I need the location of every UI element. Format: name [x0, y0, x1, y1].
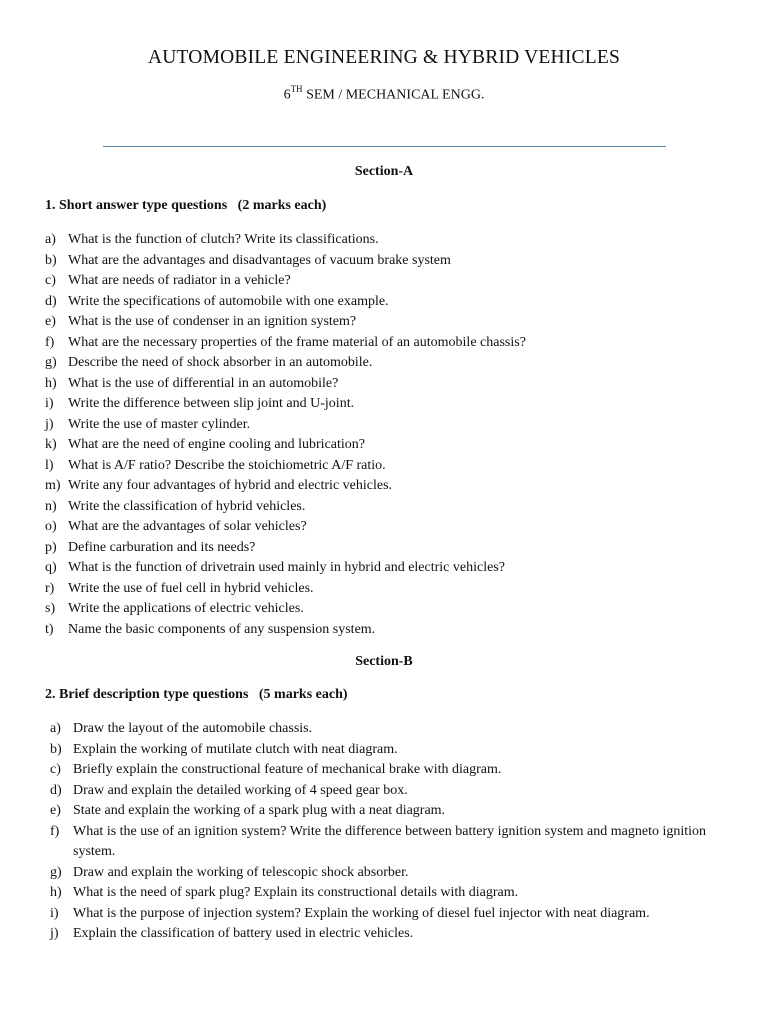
question-item	[45, 558, 735, 579]
question-item	[45, 394, 735, 415]
question-text: Define carburation and its needs?	[68, 539, 256, 555]
question-item	[45, 579, 735, 600]
question-letter: j)	[45, 416, 54, 432]
question-letter: j)	[50, 926, 59, 941]
question-text: Name the basic components of any suspension system.	[68, 621, 376, 637]
question-text: Explain the classification of battery used in electric vehicles.	[73, 926, 414, 941]
question-text: Draw and explain the working of telescopic shock absorber.	[73, 864, 409, 880]
question-item	[45, 497, 735, 518]
question-text: What are the necessary properties of the frame material of an automobile chassis?	[68, 334, 526, 350]
question-letter: c)	[45, 273, 56, 288]
question-2-heading: 2. Brief description type questions (5 marks each)	[45, 687, 348, 702]
question-item	[45, 435, 735, 456]
question-item	[50, 904, 740, 925]
question-text: Write the classification of hybrid vehicles.	[68, 498, 306, 514]
semester-suffix: TH	[290, 84, 303, 94]
question-text: State and explain the working of a spark plug with a neat diagram.	[73, 803, 446, 818]
question-letter: i)	[45, 396, 54, 411]
question-item	[50, 740, 740, 761]
question-letter: e)	[45, 314, 56, 329]
question-item	[50, 760, 740, 781]
question-item	[50, 801, 740, 822]
question-text: What are the need of engine cooling and lubrication?	[68, 437, 365, 452]
question-text: What is the function of drivetrain used mainly in hybrid and electric vehicles?	[68, 560, 505, 575]
question-text: Write the use of fuel cell in hybrid vehicles.	[68, 580, 314, 596]
question-letter: l)	[45, 457, 54, 473]
document-title: AUTOMOBILE ENGINEERING & HYBRID VEHICLES	[147, 47, 620, 68]
question-item	[45, 517, 735, 538]
question-letter: o)	[45, 519, 57, 534]
question-text: Write the specifications of automobile with one example.	[68, 293, 389, 309]
document-subtitle	[0, 85, 768, 104]
question-letter: p)	[45, 539, 57, 555]
question-letter: b)	[45, 252, 57, 268]
question-item	[45, 230, 735, 251]
question-1-heading: 1. Short answer type questions (2 marks each)	[45, 198, 327, 213]
question-letter: s)	[45, 601, 56, 616]
question-text: What is the use of differential in an automobile?	[68, 375, 339, 391]
question-letter: a)	[50, 721, 61, 736]
question-letter: h)	[50, 885, 62, 900]
question-text: Write any four advantages of hybrid and electric vehicles.	[68, 478, 393, 493]
question-text: Describe the need of shock absorber in an automobile.	[68, 355, 373, 370]
question-text: What is the use of an ignition system? Write the difference between battery ignition system and magneto ignition system.	[73, 823, 707, 859]
question-item	[45, 599, 735, 620]
question-text: What are the advantages of solar vehicles?	[68, 519, 307, 534]
question-letter: q)	[45, 560, 57, 575]
question-letter: m)	[45, 478, 61, 493]
course-department: SEM / MECHANICAL ENGG.	[302, 87, 485, 103]
question-item	[50, 719, 740, 740]
question-text: Draw and explain the detailed working of 4 speed gear box.	[73, 782, 408, 798]
question-text: Briefly explain the constructional feature of mechanical brake with diagram.	[73, 762, 502, 777]
question-text: Write the use of master cylinder.	[68, 416, 251, 432]
question-item	[50, 781, 740, 802]
question-item	[45, 374, 735, 395]
question-letter: h)	[45, 375, 57, 391]
question-text: Explain the working of mutilate clutch with neat diagram.	[73, 741, 398, 757]
section-a-heading: Section-A	[354, 164, 414, 179]
section-b-heading: Section-B	[355, 654, 413, 669]
question-item	[45, 271, 735, 292]
question-letter: e)	[50, 803, 61, 818]
question-text: Draw the layout of the automobile chassis.	[73, 721, 313, 736]
question-text: What is the need of spark plug? Explain its constructional details with diagram.	[73, 885, 519, 900]
question-text: What are the advantages and disadvantages of vacuum brake system	[68, 252, 451, 268]
section-b-question-list	[50, 719, 740, 945]
question-letter: n)	[45, 498, 57, 514]
question-item	[45, 476, 735, 497]
semester-number: 6	[283, 87, 291, 103]
question-letter: t)	[45, 621, 54, 637]
question-item	[45, 415, 735, 436]
question-item	[45, 292, 735, 313]
question-letter: g)	[45, 355, 57, 370]
question-letter: d)	[50, 782, 62, 798]
question-item	[45, 538, 735, 559]
question-text: What is the purpose of injection system? Explain the working of diesel fuel injector with neat diagram.	[73, 905, 650, 921]
question-item	[45, 251, 735, 272]
question-text: What are needs of radiator in a vehicle?	[68, 273, 291, 288]
header-divider	[103, 146, 666, 147]
question-item	[45, 620, 735, 641]
section-a-question-list	[45, 230, 735, 640]
question-text: What is the function of clutch? Write its classifications.	[68, 232, 379, 247]
question-letter: d)	[45, 293, 57, 309]
question-item	[50, 863, 740, 884]
question-letter: k)	[45, 437, 57, 452]
question-text: Write the difference between slip joint and U-joint.	[68, 396, 355, 411]
question-letter: b)	[50, 741, 62, 757]
question-text: Write the applications of electric vehicles.	[68, 601, 304, 616]
question-letter: i)	[50, 905, 59, 921]
question-letter: c)	[50, 762, 61, 777]
question-text: What is the use of condenser in an ignition system?	[68, 314, 357, 329]
question-item	[50, 822, 740, 863]
question-letter: a)	[45, 232, 56, 247]
question-text: What is A/F ratio? Describe the stoichiometric A/F ratio.	[68, 457, 386, 473]
question-item	[45, 353, 735, 374]
question-letter: f)	[45, 334, 55, 350]
question-letter: f)	[50, 823, 60, 839]
question-item	[45, 456, 735, 477]
question-item	[50, 924, 740, 945]
question-letter: r)	[45, 580, 55, 596]
question-item	[50, 883, 740, 904]
question-item	[45, 333, 735, 354]
question-letter: g)	[50, 864, 62, 880]
question-item	[45, 312, 735, 333]
